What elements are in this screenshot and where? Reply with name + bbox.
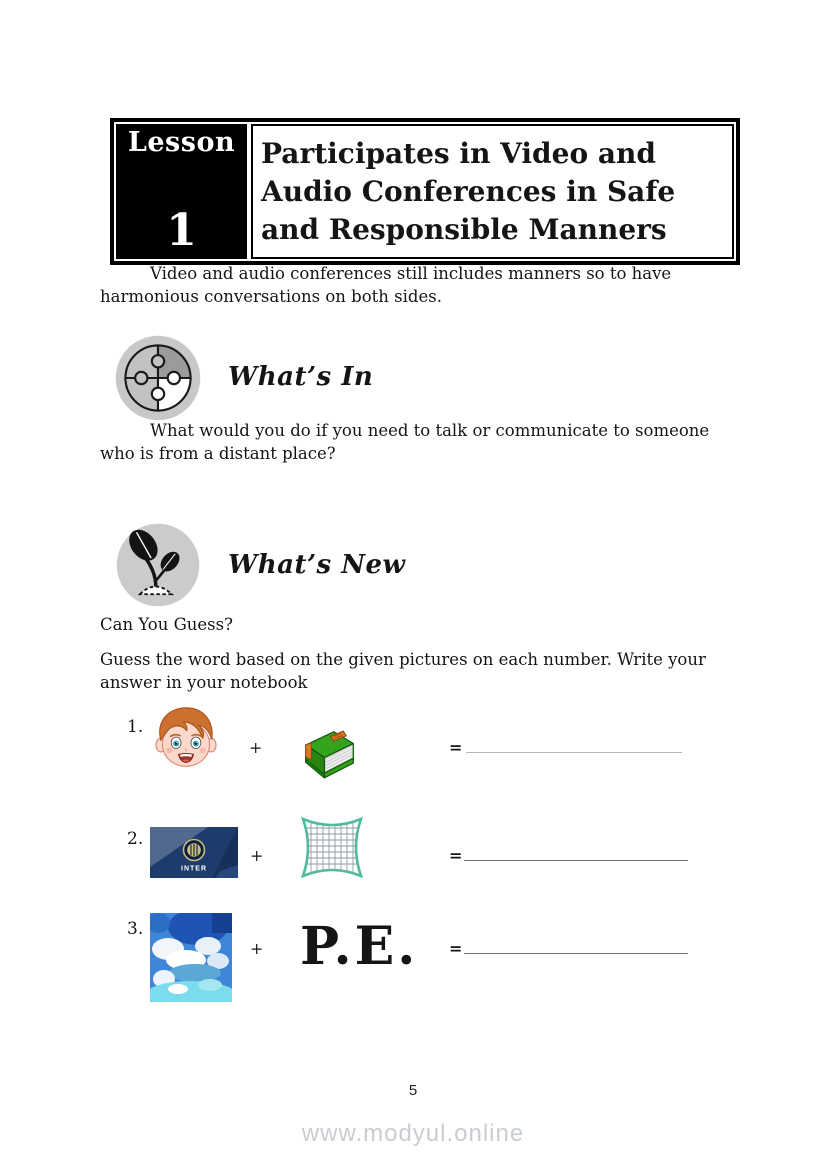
lesson-title — [251, 124, 734, 259]
plus-sign: + — [250, 846, 264, 865]
inter-logo-image — [150, 827, 238, 878]
quiz-item-2-number: 2. — [127, 829, 144, 849]
watermark: www.modyul.online — [301, 1120, 525, 1147]
lesson-title-line: and Responsible Manners — [261, 212, 667, 246]
whats-in-paragraph: What would you do if you need to talk or communicate to someone who is from a distant place? — [100, 421, 710, 463]
boy-face-image — [148, 700, 224, 778]
whats-new-heading: What’s New — [228, 550, 406, 580]
seedling-icon — [115, 521, 201, 609]
equals-sign: = — [449, 738, 463, 757]
plus-sign: + — [249, 738, 263, 757]
plus-sign: + — [250, 939, 264, 958]
equals-sign: = — [449, 846, 463, 865]
green-book-image — [287, 716, 365, 800]
sky-photo-image — [150, 913, 232, 1002]
can-you-guess-prompt: Can You Guess? — [100, 615, 233, 634]
page-number: 5 — [408, 1082, 418, 1099]
answer-blank-1: ___________________________ — [466, 734, 682, 753]
lesson-label: Lesson — [127, 127, 236, 158]
puzzle-icon — [113, 334, 203, 422]
net-image — [298, 815, 366, 881]
inter-logo-text: INTER — [181, 865, 207, 873]
guess-instructions: Guess the word based on the given pictures on each number. Write your answer in your notebook — [100, 650, 706, 692]
quiz-item-3-number: 3. — [127, 919, 144, 939]
puzzle-icon — [113, 334, 203, 422]
lesson-cell — [116, 124, 247, 259]
boy-face-image — [148, 700, 224, 782]
lesson-header-box — [110, 118, 740, 265]
sky-photo-image — [150, 913, 232, 1006]
seedling-icon — [115, 521, 201, 609]
lesson-title-line: Participates in Video and — [261, 136, 656, 170]
quiz-item-1-number: 1. — [127, 717, 144, 737]
whats-in-heading: What’s In — [228, 362, 374, 392]
answer-blank-3: ____________________________ — [464, 935, 688, 954]
lesson-title-line: Audio Conferences in Safe — [261, 174, 676, 208]
inter-logo-image — [150, 827, 238, 882]
intro-paragraph: Video and audio conferences still includes manners so to have harmonious conversations on both sides. — [100, 264, 672, 306]
net-image — [298, 815, 366, 885]
green-book-image — [287, 716, 365, 796]
lesson-number: 1 — [166, 205, 197, 256]
answer-blank-2: ____________________________ — [464, 842, 688, 861]
equals-sign: = — [449, 939, 463, 958]
pe-lettering: P.E. — [300, 916, 419, 977]
